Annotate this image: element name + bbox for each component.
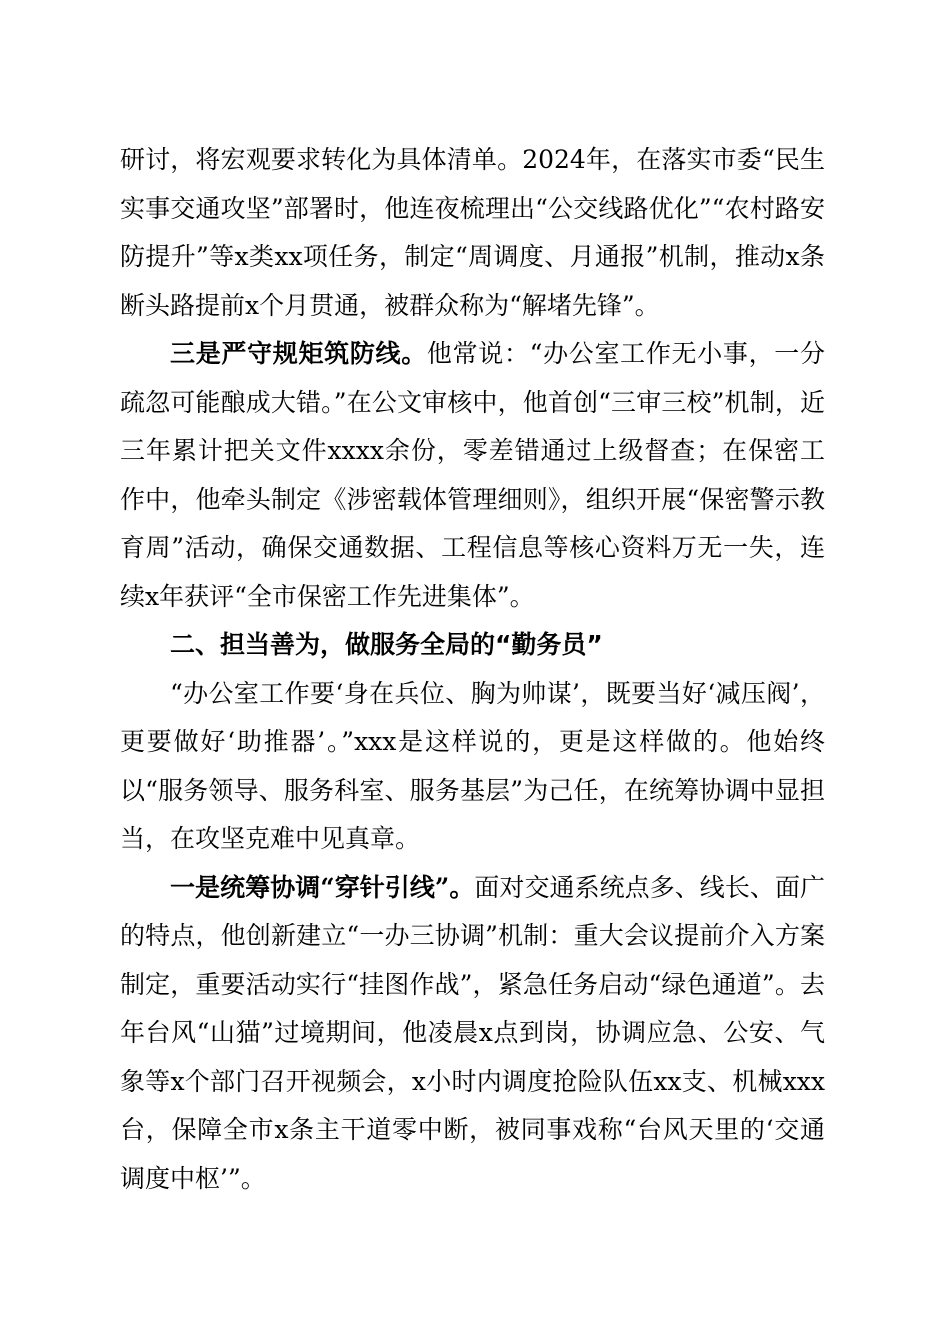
paragraph-text: 他常说：“办公室工作无小事，一分疏忽可能酿成大错。”在公文审核中，他首创“三审三校”机制，近三年累计把关文件xxxx余份，零差错通过上级督查；在保密工作中，他牵头制定《涉密载体管理细则》，组织开展“保密警示教育周”活动，确保交通数据、工程信息等核心资料万无一失，连续x年获评“全市保密工作先进集体”。	[120, 339, 825, 611]
section-heading: 二、担当善为，做服务全局的“勤务员”	[170, 630, 603, 659]
paragraph-lead: 三是严守规矩筑防线。	[170, 339, 427, 368]
document-body	[120, 136, 825, 1203]
paragraph-quote-intro	[120, 670, 825, 864]
paragraph-strict-rules	[120, 330, 825, 621]
paragraph-continuation	[120, 136, 825, 330]
paragraph-coordination	[120, 864, 825, 1204]
paragraph-text: “办公室工作要‘身在兵位、胸为帅谋’，既要当好‘减压阀’，更要做好‘助推器’。”xxx是这样说的，更是这样做的。他始终以“服务领导、服务科室、服务基层”为己任，在统筹协调中显担当，在攻坚克难中见真章。	[120, 678, 825, 853]
paragraph-lead: 一是统筹协调“穿针引线”。	[170, 872, 475, 902]
paragraph-text: 面对交通系统点多、线长、面广的特点，他创新建立“一办三协调”机制：重大会议提前介入方案制定，重要活动实行“挂图作战”，紧急任务启动“绿色通道”。去年台风“山猫”过境期间，他凌晨x点到岗，协调应急、公安、气象等x个部门召开视频会，x小时内调度抢险队伍xx支、机械xxx台，保障全市x条主干道零中断，被同事戏称“台风天里的‘交通调度中枢’”。	[120, 872, 825, 1193]
paragraph-text: 研讨，将宏观要求转化为具体清单。2024年，在落实市委“民生实事交通攻坚”部署时，他连夜梳理出“公交线路优化”“农村路安防提升”等x类xx项任务，制定“周调度、月通报”机制，推动x条断头路提前x个月贯通，被群众称为“解堵先锋”。	[120, 145, 825, 320]
